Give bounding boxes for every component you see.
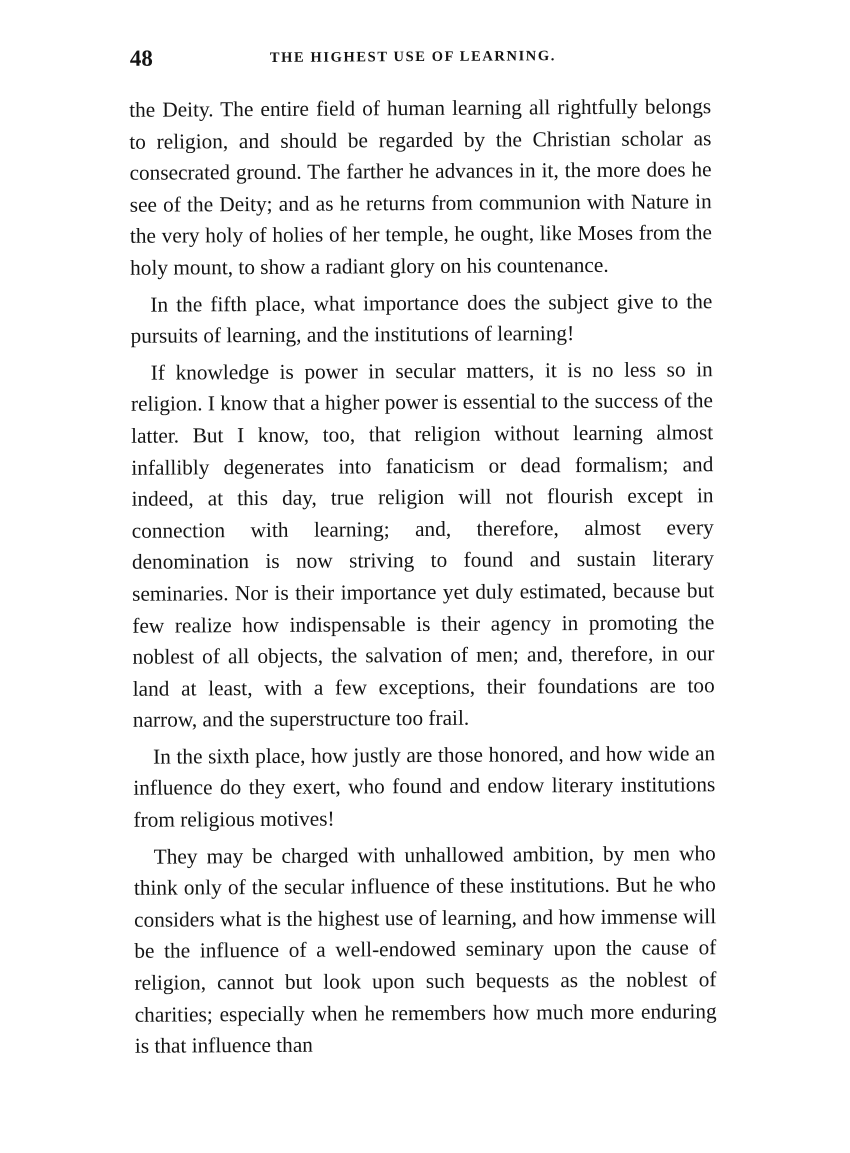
- paragraph: If knowledge is power in secular matters, it is no less so in religion. I know that a higher power is essential to the success of the latter. But I know, too, that religion without learning almost infallibly degenerates into fanaticism or dead formalism; and indeed, at this day, true religion will not flourish except in connection with learning; and, therefore, almost every denomination is now striving to found and sustain literary seminaries. Nor is their importance yet duly estimated, because but few realize how indispensable is their agency in promoting the noblest of all objects, the salvation of men; and, therefore, in our land at least, with a few exceptions, their foundations are too narrow, and the superstructure too frail.: [130, 356, 715, 733]
- running-title: THE HIGHEST USE OF LEARNING.: [269, 48, 557, 66]
- paragraph: They may be charged with unhallowed ambition, by men who think only of the secular influence of these institutions. But he who considers what is the highest use of learning, and how immense will be the influence of a well-endowed seminary upon the cause of religion, cannot but look upon such bequests as the noblest of charities; especially when he remembers how much more enduring is that influence than: [133, 840, 717, 1058]
- page-number: 48: [129, 45, 153, 71]
- paragraph: In the sixth place, how justly are those honored, and how wide an influence do they exert, who found and endow literary institutions from religious motives!: [133, 741, 716, 832]
- paragraph: In the fifth place, what importance does the subject give to the pursuits of learning, and the institutions of learning!: [130, 288, 713, 348]
- paragraph-continued: the Deity. The entire field of human learning all rightfully belongs to religion, and should be regarded by the Christian scholar as consecrated ground. The farther he advances in it, the more does he see of the Deity; and as he returns from communion with Nature in the very holy of holies of her temple, he ought, like Moses from the holy mount, to show a radiant glory on his countenance.: [129, 94, 712, 280]
- body-text: [129, 91, 717, 1062]
- page-header: [130, 42, 720, 78]
